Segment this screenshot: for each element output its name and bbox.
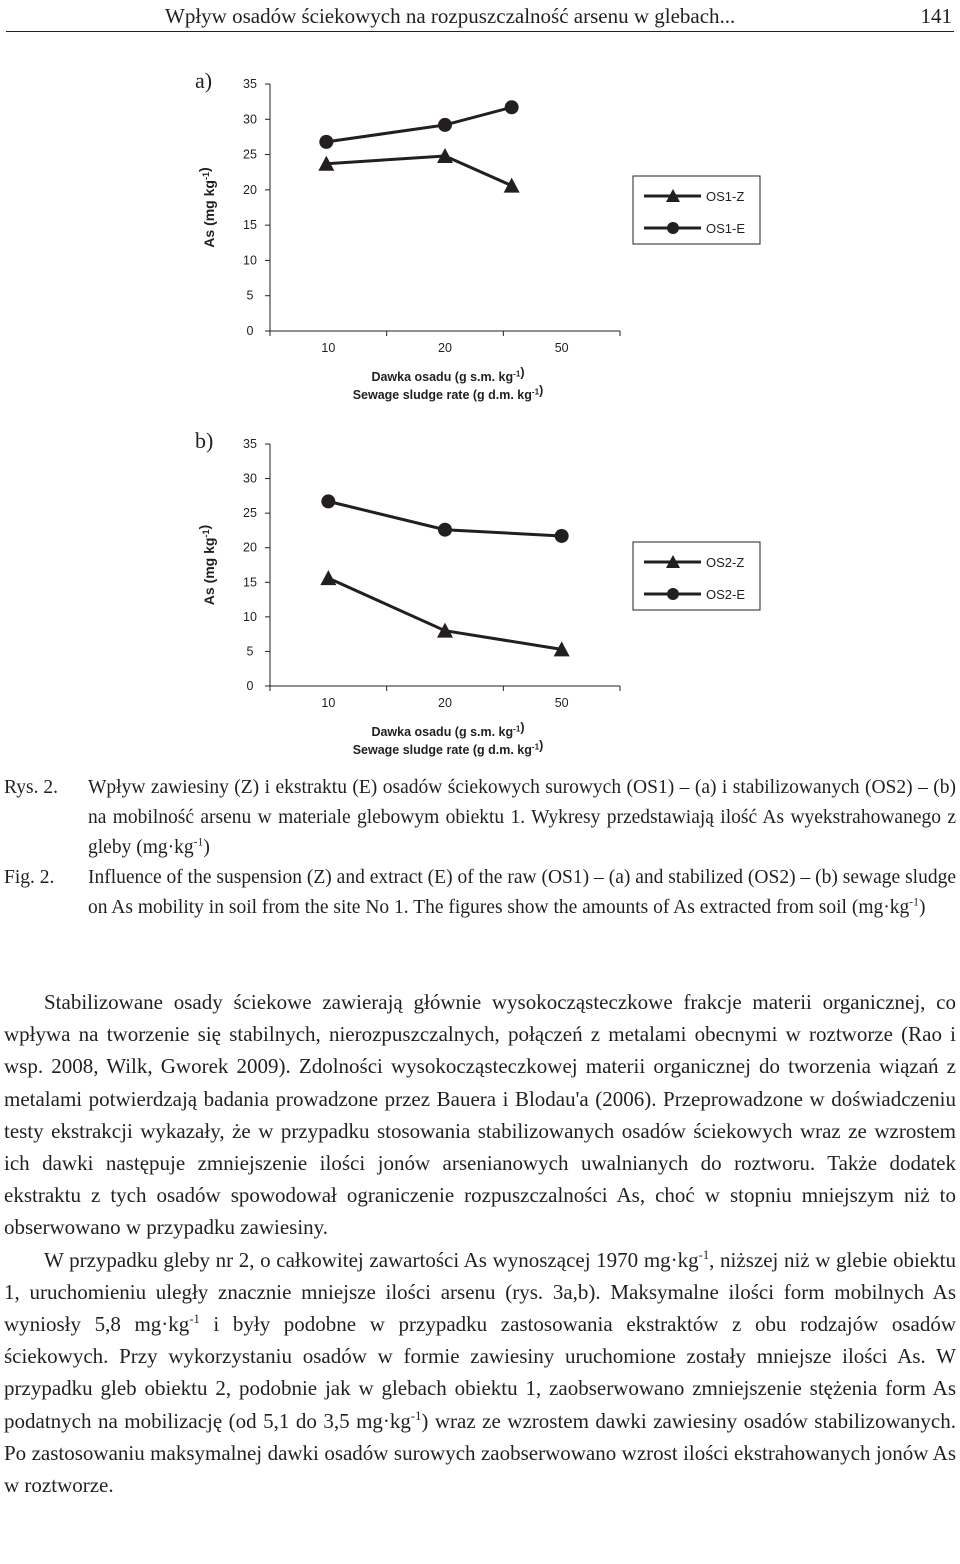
x-axis-label-en: Sewage sludge rate (g d.m. $kg^{-1}$) xyxy=(352,383,544,402)
x-tick-label: 10 xyxy=(321,341,336,355)
y-tick-label: 5 xyxy=(246,644,254,659)
y-tick-label: 0 xyxy=(246,324,254,338)
figure-caption xyxy=(4,773,956,923)
legend-label-os1-z: OS1-Z xyxy=(706,189,745,204)
y-axis-label: As (mg $kg^{-1}$) xyxy=(196,167,217,248)
x-axis-label-pl: Dawka osadu (g s.m. $kg^{-1}$) xyxy=(371,365,525,384)
chart-b xyxy=(0,420,960,770)
legend-label-os1-e: OS1-E xyxy=(706,221,746,236)
caption-en-text: Influence of the suspension (Z) and extract (E) of the raw (OS1) – (a) and stabilized (OS2) – (b) sewage sludge on As mobility in soil from the site No 1. The figures show the amounts of As extracted from soil $(mg\cdot kg^{-1})$ xyxy=(88,867,956,918)
legend-marker-os2-e xyxy=(667,588,679,600)
panel-label-b: b) xyxy=(195,428,214,453)
y-tick-label: 30 xyxy=(243,112,257,127)
caption-pl-label: Rys. 2. xyxy=(4,777,58,798)
caption-pl-text: Wpływ zawiesiny (Z) i ekstraktu (E) osadów ściekowych surowych (OS1) – (a) i stabilizowanych (OS2) – (b) na mobilność arsenu w materiale glebowym obiektu 1. Wykresy przedstawiają ilość As wyekstrahowanego z gleby $(mg\cdot kg^{-1})$ xyxy=(88,777,956,858)
x-tick-label: 20 xyxy=(438,341,452,355)
panel-label-a: a) xyxy=(195,68,213,93)
caption-pl xyxy=(4,773,956,863)
series-line-os1-e xyxy=(326,107,511,142)
data-point-os1-e xyxy=(505,100,519,114)
data-point-os1-z xyxy=(504,178,520,193)
y-tick-label: 25 xyxy=(243,506,257,521)
chart-a xyxy=(0,60,960,420)
legend-label-os2-e: OS2-E xyxy=(706,587,746,602)
caption-en-label: Fig. 2. xyxy=(4,867,55,888)
data-point-os2-e xyxy=(321,494,335,508)
data-point-os2-e xyxy=(438,523,452,537)
y-tick-label: 5 xyxy=(246,288,254,303)
y-tick-label: 35 xyxy=(243,437,257,451)
data-point-os1-e xyxy=(319,135,333,149)
y-tick-label: 0 xyxy=(246,679,254,693)
x-tick-label: 50 xyxy=(554,341,569,355)
page-number: 141 xyxy=(920,4,952,28)
y-tick-label: 15 xyxy=(243,218,257,233)
y-axis-label: As (mg $kg^{-1}$) xyxy=(196,524,217,606)
y-tick-label: 30 xyxy=(243,471,257,486)
x-axis-label-en: Sewage sludge rate (g d.m. $kg^{-1}$) xyxy=(352,738,544,757)
x-axis-label-pl: Dawka osadu (g s.m. $kg^{-1}$) xyxy=(371,720,525,739)
paragraph-1: Stabilizowane osady ściekowe zawierają głównie wysokocząsteczkowe frakcje materii organicznej, co wpływa na tworzenie się stabilnych, nierozpuszczalnych, połączeń z metalami obecnymi w roztworze (Rao i wsp. 2008, Wilk, Gworek 2009). Zdolności wysokocząsteczkowej materii organicznej do tworzenia wiązań z metalami potwierdzają badania prowadzone przez Bauera i Blodau'a (2006). Przeprowadzone w doświadczeniu testy ekstrakcji wykazały, że w przypadku stosowania stabilizowanych osadów ściekowych wraz ze wzrostem ich dawki następuje zmniejszenie ilości jonów arsenianowych uwalnianych do roztworu. Także dodatek ekstraktu z tych osadów spowodował ograniczenie rozpuszczalności As, choć w stopniu mniejszym niż to obserwowano w przypadku zawiesiny. xyxy=(4,990,956,1240)
running-header xyxy=(0,0,960,34)
data-point-os2-e xyxy=(555,529,569,543)
y-tick-label: 10 xyxy=(243,609,257,624)
x-tick-label: 20 xyxy=(438,696,452,710)
y-tick-label: 20 xyxy=(243,540,257,555)
body-text xyxy=(4,986,956,1501)
y-tick-label: 35 xyxy=(243,77,257,91)
y-tick-label: 20 xyxy=(243,182,257,197)
series-line-os2-z xyxy=(328,578,561,649)
caption-en xyxy=(4,863,956,923)
paragraph-2: W przypadku gleby nr 2, o całkowitej zawartości As wynoszącej 1970 $mg\cdot kg^{-1}$, niższej niż w glebie obiektu 1, uruchomieniu uległy znacznie mniejsze ilości arsenu (rys. 3a,b). Maksymalne ilości form mobilnych As wyniosły 5,8 $mg\cdot kg^{-1}$ i były podobne w przypadku zastosowania ekstraktów z obu rodzajów osadów ściekowych. Przy wykorzystaniu osadów w formie zawiesiny uruchomione zostały mniejsze ilości As. W przypadku gleb obiektu 2, podobnie jak w glebach obiektu 1, zaobserwowano zmniejszenie stężenia form As podatnych na mobilizację (od 5,1 do 3,5 $mg\cdot kg^{-1}$) wraz ze wzrostem dawki zawiesiny osadów stabilizowanych. Po zastosowaniu maksymalnej dawki osadów surowych zaobserwowano wzrost ilości ekstrahowanych jonów As w roztworze. xyxy=(4,1247,956,1498)
header-rule xyxy=(6,31,954,32)
y-tick-label: 25 xyxy=(243,147,257,162)
legend-marker-os1-e xyxy=(667,222,679,234)
data-point-os2-z xyxy=(320,570,336,585)
y-tick-label: 15 xyxy=(243,575,257,590)
y-tick-label: 10 xyxy=(243,253,257,268)
data-point-os1-e xyxy=(438,118,452,132)
series-line-os1-z xyxy=(326,156,511,186)
x-tick-label: 10 xyxy=(321,696,336,710)
x-tick-label: 50 xyxy=(554,696,569,710)
legend-label-os2-z: OS2-Z xyxy=(706,555,745,570)
running-title: Wpływ osadów ściekowych na rozpuszczalność arsenu w glebach... xyxy=(165,4,736,28)
